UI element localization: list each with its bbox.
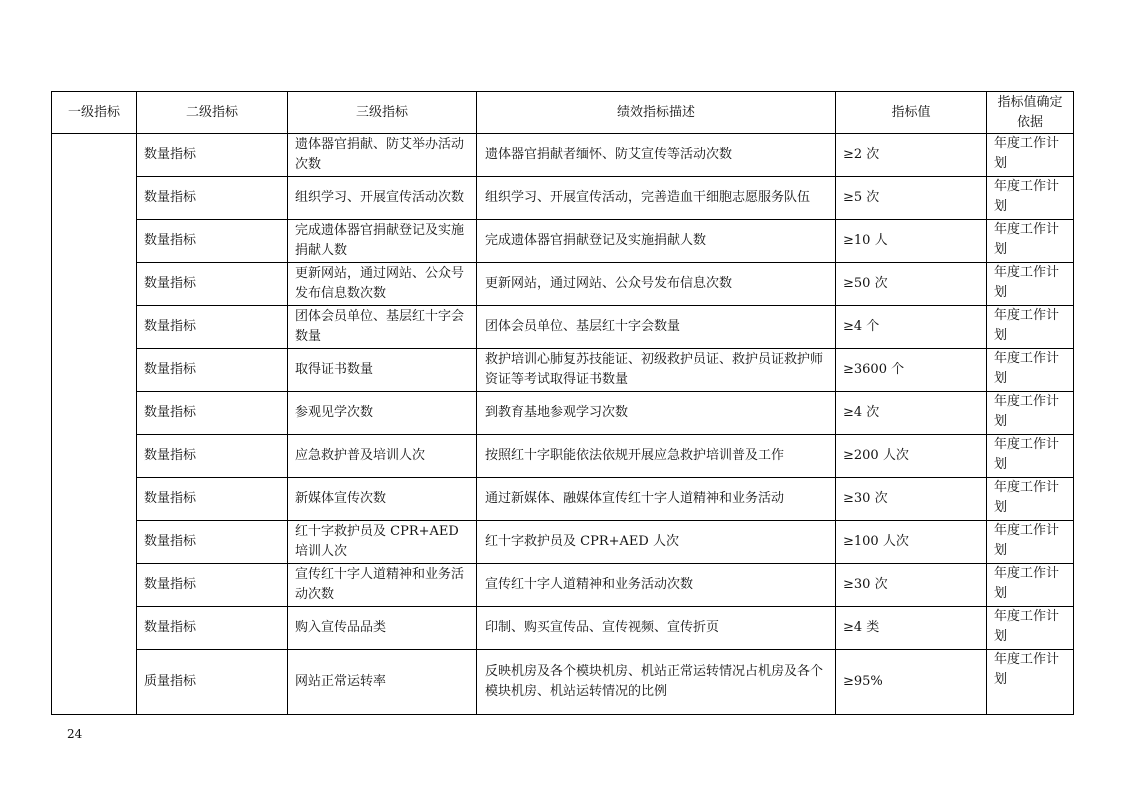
level3-cell: 遗体器官捐献、防艾举办活动次数 [288,134,477,177]
value-cell: ≥3600 个 [836,349,987,392]
value-cell: ≥100 人次 [836,521,987,564]
level2-cell: 数量指标 [137,134,288,177]
basis-cell: 年度工作计划 [987,392,1074,435]
value-cell: ≥200 人次 [836,435,987,478]
basis-cell: 年度工作计划 [987,650,1074,715]
level3-cell: 红十字救护员及 CPR+AED 培训人次 [288,521,477,564]
level3-cell: 更新网站，通过网站、公众号发布信息数次数 [288,263,477,306]
header-description: 绩效指标描述 [477,92,836,134]
description-cell: 印制、购买宣传品、宣传视频、宣传折页 [477,607,836,650]
table-row [52,521,1074,564]
description-cell: 团体会员单位、基层红十字会数量 [477,306,836,349]
table-row [52,564,1074,607]
level3-cell: 团体会员单位、基层红十字会数量 [288,306,477,349]
basis-cell: 年度工作计划 [987,263,1074,306]
level2-cell: 数量指标 [137,177,288,220]
level3-cell: 完成遗体器官捐献登记及实施捐献人数 [288,220,477,263]
level1-cell [52,134,137,715]
description-cell: 遗体器官捐献者缅怀、防艾宣传等活动次数 [477,134,836,177]
basis-cell: 年度工作计划 [987,177,1074,220]
table-row [52,177,1074,220]
value-cell: ≥30 次 [836,478,987,521]
description-cell: 宣传红十字人道精神和业务活动次数 [477,564,836,607]
table-row [52,134,1074,177]
value-cell: ≥10 人 [836,220,987,263]
table-row [52,435,1074,478]
level3-cell: 参观见学次数 [288,392,477,435]
level2-cell: 数量指标 [137,607,288,650]
header-level3: 三级指标 [288,92,477,134]
level2-cell: 数量指标 [137,263,288,306]
table-row [52,220,1074,263]
value-cell: ≥95% [836,650,987,715]
table-header-row [52,92,1074,134]
level2-cell: 数量指标 [137,220,288,263]
header-level2: 二级指标 [137,92,288,134]
header-level1: 一级指标 [52,92,137,134]
level3-cell: 取得证书数量 [288,349,477,392]
basis-cell: 年度工作计划 [987,521,1074,564]
table-row [52,392,1074,435]
basis-cell: 年度工作计划 [987,349,1074,392]
level2-cell: 数量指标 [137,349,288,392]
header-value: 指标值 [836,92,987,134]
table-row [52,650,1074,715]
description-cell: 到教育基地参观学习次数 [477,392,836,435]
level3-cell: 网站正常运转率 [288,650,477,715]
value-cell: ≥30 次 [836,564,987,607]
level3-cell: 组织学习、开展宣传活动次数 [288,177,477,220]
basis-cell: 年度工作计划 [987,220,1074,263]
level2-cell: 数量指标 [137,306,288,349]
level2-cell: 数量指标 [137,392,288,435]
description-cell: 组织学习、开展宣传活动，完善造血干细胞志愿服务队伍 [477,177,836,220]
table-row [52,306,1074,349]
description-cell: 红十字救护员及 CPR+AED 人次 [477,521,836,564]
description-cell: 通过新媒体、融媒体宣传红十字人道精神和业务活动 [477,478,836,521]
value-cell: ≥2 次 [836,134,987,177]
level2-cell: 质量指标 [137,650,288,715]
description-cell: 反映机房及各个模块机房、机站正常运转情况占机房及各个模块机房、机站运转情况的比例 [477,650,836,715]
basis-cell: 年度工作计划 [987,564,1074,607]
value-cell: ≥4 个 [836,306,987,349]
table-row [52,263,1074,306]
header-basis: 指标值确定依据 [987,92,1074,134]
page-number: 24 [67,727,83,741]
basis-cell: 年度工作计划 [987,435,1074,478]
table-row [52,478,1074,521]
level3-cell: 宣传红十字人道精神和业务活动次数 [288,564,477,607]
description-cell: 按照红十字职能依法依规开展应急救护培训普及工作 [477,435,836,478]
level2-cell: 数量指标 [137,435,288,478]
basis-cell: 年度工作计划 [987,478,1074,521]
table-row [52,349,1074,392]
level2-cell: 数量指标 [137,478,288,521]
basis-cell: 年度工作计划 [987,306,1074,349]
level2-cell: 数量指标 [137,521,288,564]
level3-cell: 购入宣传品品类 [288,607,477,650]
value-cell: ≥4 次 [836,392,987,435]
table-row [52,607,1074,650]
level3-cell: 新媒体宣传次数 [288,478,477,521]
value-cell: ≥4 类 [836,607,987,650]
description-cell: 更新网站，通过网站、公众号发布信息次数 [477,263,836,306]
value-cell: ≥5 次 [836,177,987,220]
description-cell: 完成遗体器官捐献登记及实施捐献人数 [477,220,836,263]
value-cell: ≥50 次 [836,263,987,306]
basis-cell: 年度工作计划 [987,134,1074,177]
indicator-table [51,91,1074,715]
level3-cell: 应急救护普及培训人次 [288,435,477,478]
description-cell: 救护培训心肺复苏技能证、初级救护员证、救护员证救护师资证等考试取得证书数量 [477,349,836,392]
level2-cell: 数量指标 [137,564,288,607]
basis-cell: 年度工作计划 [987,607,1074,650]
